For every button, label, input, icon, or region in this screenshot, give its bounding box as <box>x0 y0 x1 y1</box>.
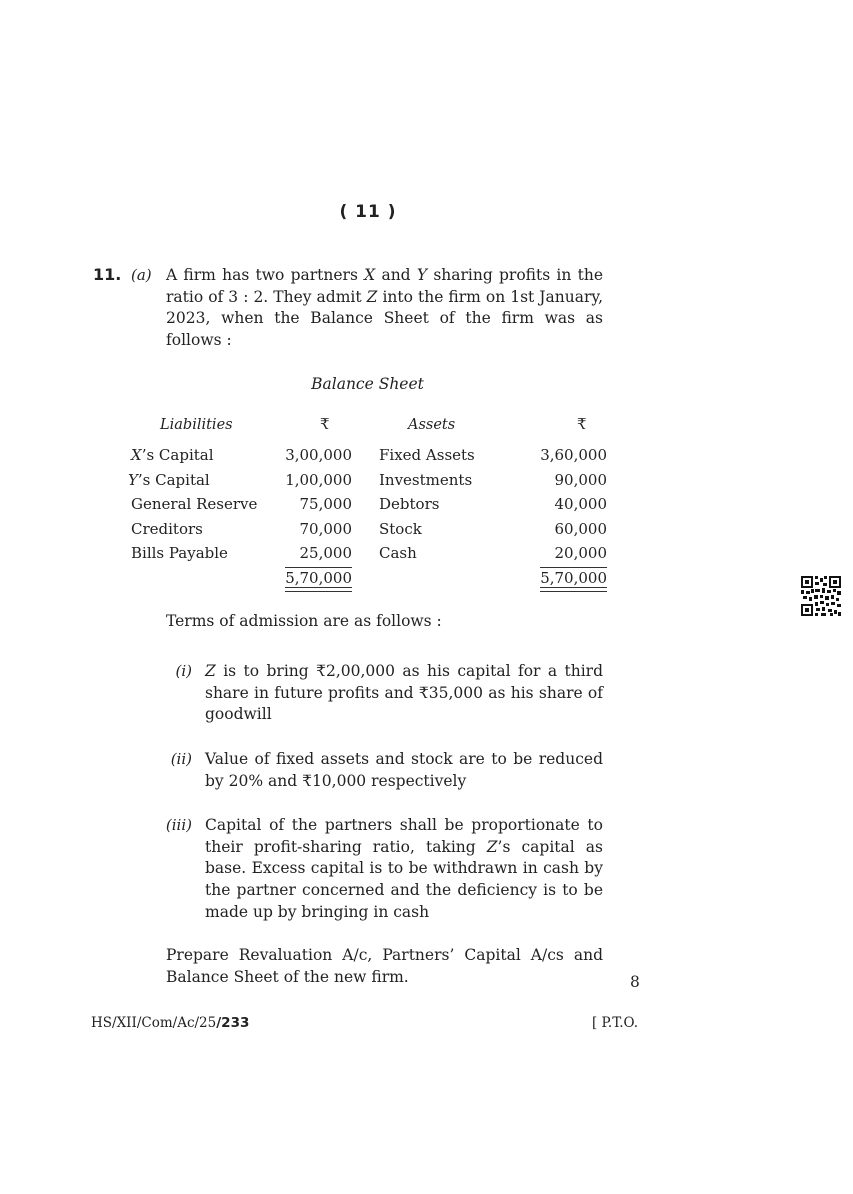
liabilities-rupee-header: ₹ <box>320 415 330 433</box>
liability-label: Creditors <box>131 520 203 538</box>
liability-amount: 25,000 <box>299 544 352 562</box>
term-text: Capital of the partners shall be proportionate to their profit-sharing ratio, taking Z’s capital as base. Excess capital is to be withdrawn in cash by the partner concerned and the deficiency is to be made up by bringing in cash <box>205 816 603 921</box>
liability-partner-var: Y <box>128 471 138 489</box>
term-z-var: Z <box>486 837 498 856</box>
term-text: Z is to bring ₹2,00,000 as his capital for a third share in future profits and ₹35,000 as his share of goodwill <box>205 662 603 724</box>
asset-amount: 40,000 <box>554 495 607 513</box>
liability-label: X’s Capital <box>131 446 214 464</box>
partner-y-var: Y <box>416 266 428 284</box>
intro-text-4: into the firm on 1st January, 2023, when the Balance Sheet of the firm was as follows : <box>166 287 603 350</box>
intro-text-3: sharing profits in the ratio of 3 : 2. They admit <box>166 266 603 306</box>
liability-label: General Reserve <box>131 495 258 513</box>
qr-code <box>801 576 841 616</box>
rupee-symbol: ₹ <box>302 771 312 790</box>
terms-intro: Terms of admission are as follows : <box>166 612 442 630</box>
term-numeral: (i) <box>175 662 192 680</box>
assets-total: 5,70,000 <box>540 569 607 587</box>
rupee-symbol: ₹ <box>316 662 326 680</box>
balance-sheet-title: Balance Sheet <box>311 375 424 393</box>
asset-amount: 3,60,000 <box>540 446 607 464</box>
liabilities-header: Liabilities <box>160 417 233 433</box>
term-numeral: (ii) <box>170 750 192 768</box>
pto-label: [ P.T.O. <box>592 1015 639 1031</box>
question-intro <box>166 265 603 352</box>
question-part: (a) <box>131 266 152 284</box>
term-text: Value of fixed assets and stock are to be reduced by 20% and ₹10,000 respectively <box>205 750 603 790</box>
liabilities-total-double-rule <box>285 587 352 592</box>
liability-amount: 1,00,000 <box>285 471 352 489</box>
asset-amount: 90,000 <box>554 471 607 489</box>
page-number: ( 11 ) <box>339 202 397 222</box>
asset-label: Fixed Assets <box>379 446 475 464</box>
asset-label: Investments <box>379 471 473 489</box>
term-numeral: (iii) <box>165 816 192 834</box>
assets-header: Assets <box>408 417 456 433</box>
question-number: 11. <box>93 265 122 284</box>
asset-label: Debtors <box>379 495 440 513</box>
asset-label: Stock <box>379 520 422 538</box>
liability-amount: 3,00,000 <box>285 446 352 464</box>
intro-text-1: A firm has two partners <box>166 266 365 284</box>
liability-amount: 70,000 <box>299 520 352 538</box>
intro-text-2: and <box>375 266 417 284</box>
liability-label: Bills Payable <box>131 544 228 562</box>
liability-amount: 75,000 <box>299 495 352 513</box>
asset-amount: 60,000 <box>554 520 607 538</box>
liability-partner-var: X <box>131 446 142 464</box>
rupee-symbol: ₹ <box>418 683 429 702</box>
assets-total-double-rule <box>540 587 607 592</box>
liability-label: Y’s Capital <box>128 471 210 489</box>
asset-amount: 20,000 <box>554 544 607 562</box>
term-z-var: Z <box>205 662 216 680</box>
partner-x-var: X <box>364 266 376 284</box>
asset-label: Cash <box>379 544 417 562</box>
partner-z-var: Z <box>366 287 378 306</box>
liabilities-total: 5,70,000 <box>285 569 352 587</box>
instruction: Prepare Revaluation A/c, Partners’ Capital A/cs and Balance Sheet of the new firm. <box>166 946 603 986</box>
assets-rupee-header: ₹ <box>577 415 587 433</box>
marks: 8 <box>630 973 640 991</box>
paper-code: HS/XII/Com/Ac/25/233 <box>91 1015 250 1031</box>
